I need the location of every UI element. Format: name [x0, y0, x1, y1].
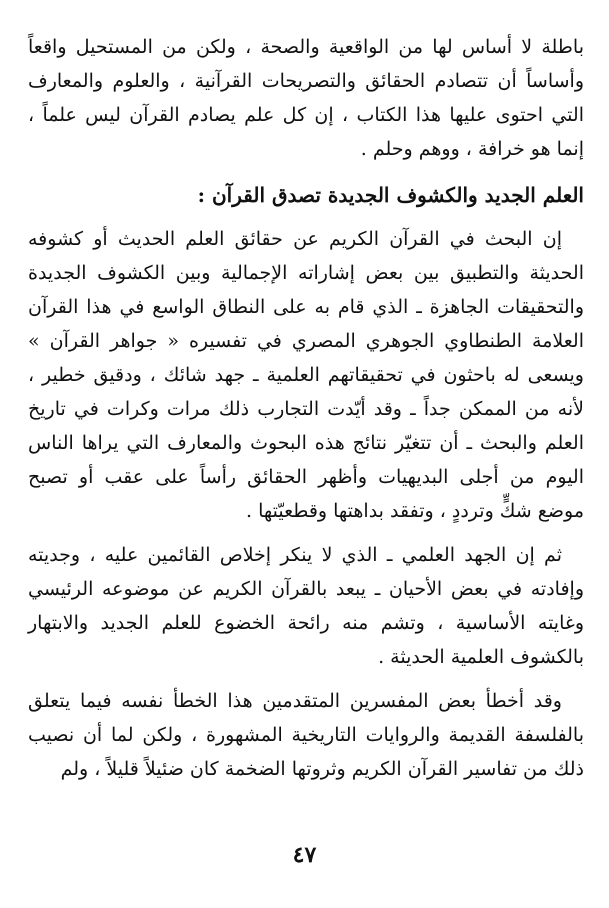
page-body: [28, 30, 584, 786]
paragraph-earlier-exegetes: وقد أخطأ بعض المفسرين المتقدمين هذا الخطأ نفسه فيما يتعلق بالفلسفة القديمة والروايات التاريخية المشهورة ، ولكن لما أن نصيب ذلك من تفاسير القرآن الكريم وثروتها الضخمة كان ضئيلاً قليلاً ، ولم: [28, 690, 584, 780]
page-number: ٤٧: [292, 842, 317, 868]
paragraph-research: إن البحث في القرآن الكريم عن حقائق العلم الحديث أو كشوفه الحديثة والتطبيق بين بعض إشاراته الإجمالية وبين الكشوف الجديدة والتحقيقات الجاهزة ـ الذي قام به على النطاق الواسع في هذا القرآن العلامة الطنطاوي الجوهري المصري في تفسيره « جواهر القرآن » ويسعى له باحثون في تحقيقاتهم العلمية ـ جهد شائك ، ودقيق خطير ، لأنه من الممكن جداً ـ وقد أيّدت التجارب ذلك مرات وكرات في تاريخ العلم والبحث ـ أن تتغيّر نتائج هذه البحوث والمعارف التي يراها الناس اليوم من أجلى البديهيات وأظهر الحقائق رأساً على عقب أو تصبح موضع شكٍّ وترددٍ ، وتفقد بداهتها وقطعيّتها .: [28, 228, 584, 522]
section-heading: العلم الجديد والكشوف الجديدة تصدق القرآن :: [197, 183, 584, 207]
paragraph-intro: باطلة لا أساس لها من الواقعية والصحة ، ولكن من المستحيل واقعاً وأساساً أن تتصادم الحقائق والتصريحات القرآنية ، والعلوم والمعارف التي احتوى عليها هذا الكتاب ، إن كل علم يصادم القرآن ليس علماً ، إنما هو خرافة ، ووهم وحلم .: [28, 36, 584, 160]
paragraph-scientific-effort: ثم إن الجهد العلمي ـ الذي لا ينكر إخلاص القائمين عليه ، وجديته وإفادته في بعض الأحيان ـ يبعد بالقرآن الكريم عن موضوعه الرئيسي وغايته الأساسية ، وتشم منه رائحة الخضوع للعلم الجديد والابتهار بالكشوف العلمية الحديثة .: [28, 544, 584, 668]
